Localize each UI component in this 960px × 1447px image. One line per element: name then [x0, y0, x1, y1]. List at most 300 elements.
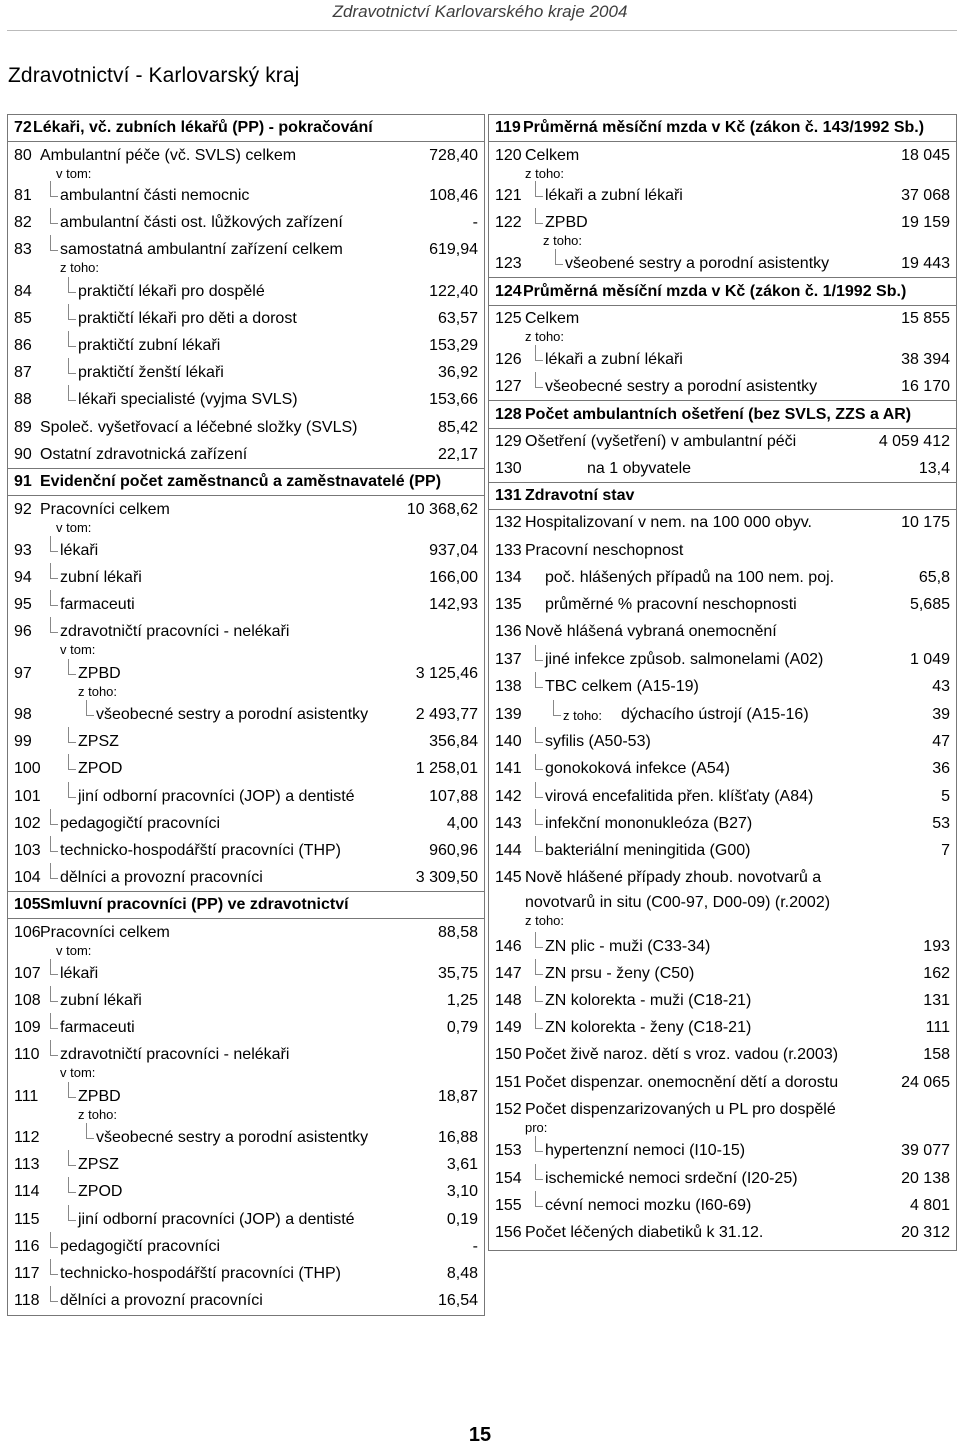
- section-divider: [489, 428, 956, 429]
- row-label: dýchacího ústrojí (A15-16): [621, 706, 809, 723]
- row-number: 128: [495, 406, 522, 423]
- tree-connector: [50, 536, 58, 552]
- tree-connector: [50, 563, 58, 579]
- row-label: praktičtí ženští lékaři: [78, 364, 224, 381]
- row-number: 137: [495, 651, 522, 668]
- row-label: hypertenzní nemoci (I10-15): [545, 1142, 746, 1159]
- sub-caption: z toho:: [543, 233, 583, 248]
- row-value: 20 312: [901, 1224, 950, 1241]
- row-number: 149: [495, 1019, 522, 1036]
- row-label: lékaři specialisté (vyjma SVLS): [78, 391, 298, 408]
- row-number: 154: [495, 1170, 522, 1187]
- row-number: 104: [14, 869, 41, 886]
- row-label: Průměrná měsíční mzda v Kč (zákon č. 1/1992 Sb.): [523, 283, 907, 300]
- row-label: dělníci a provozní pracovníci: [60, 869, 263, 886]
- tree-connector: [50, 959, 58, 975]
- tree-connector: [535, 986, 543, 1002]
- row-value: 1 258,01: [415, 760, 478, 777]
- tree-connector: [50, 863, 58, 879]
- row-label: ZPSZ: [78, 1156, 119, 1173]
- tree-connector: [68, 1177, 76, 1193]
- row-label: Průměrná měsíční mzda v Kč (zákon č. 143/1992 Sb.): [523, 119, 925, 136]
- row-value: 3 125,46: [415, 665, 478, 682]
- tree-connector: [535, 181, 543, 197]
- row-label: ZPBD: [545, 214, 588, 231]
- tree-connector: [535, 727, 543, 743]
- row-number: 146: [495, 938, 522, 955]
- tree-connector: [50, 1013, 58, 1029]
- row-value: 43: [932, 678, 950, 695]
- row-label: lékaři: [60, 542, 99, 559]
- row-value: 142,93: [429, 596, 478, 613]
- row-label: ZPBD: [78, 1088, 121, 1105]
- tree-connector: [86, 700, 94, 716]
- sub-caption: v tom:: [60, 1065, 96, 1080]
- row-number: 98: [14, 706, 32, 723]
- section-divider: [8, 891, 484, 892]
- row-label: technicko-hospodářští pracovníci (THP): [60, 842, 341, 859]
- row-number: 100: [14, 760, 41, 777]
- row-value: 16 170: [901, 378, 950, 395]
- row-label: pedagogičtí pracovníci: [60, 1238, 221, 1255]
- tree-connector: [555, 249, 563, 265]
- row-number: 118: [14, 1292, 40, 1309]
- row-number: 80: [14, 147, 32, 164]
- row-number: 147: [495, 965, 522, 982]
- row-number: 103: [14, 842, 41, 859]
- row-number: 121: [495, 187, 522, 204]
- row-value: 38 394: [901, 351, 950, 368]
- row-label: ZPSZ: [78, 733, 119, 750]
- row-label: Počet živě naroz. dětí s vroz. vadou (r.2003): [525, 1046, 839, 1063]
- row-value: 19 159: [901, 214, 950, 231]
- sub-caption: z toho:: [78, 684, 118, 699]
- row-label: ZN kolorekta - muži (C18-21): [545, 992, 752, 1009]
- row-value: 13,4: [918, 460, 950, 477]
- row-number: 111: [14, 1088, 39, 1105]
- row-label: Pracovníci celkem: [40, 501, 170, 518]
- page-title: Zdravotnictví - Karlovarský kraj: [8, 64, 300, 87]
- row-prefix: z toho:: [563, 708, 603, 723]
- tree-connector: [535, 836, 543, 852]
- row-label: jiné infekce způsob. salmonelami (A02): [545, 651, 824, 668]
- tree-connector: [68, 385, 76, 401]
- row-label: farmaceuti: [60, 1019, 135, 1036]
- row-value: 3,61: [446, 1156, 478, 1173]
- row-number: 106: [14, 924, 41, 941]
- row-label: ZPBD: [78, 665, 121, 682]
- row-label: praktičtí lékaři pro dospělé: [78, 283, 265, 300]
- tree-connector: [50, 986, 58, 1002]
- row-label: Počet ambulantních ošetření (bez SVLS, ZZS a AR): [525, 406, 912, 423]
- tree-connector: [68, 727, 76, 743]
- row-number: 83: [14, 241, 32, 258]
- row-value: 131: [923, 992, 950, 1009]
- row-label: průměrné % pracovní neschopnosti: [545, 596, 797, 613]
- row-number: 117: [14, 1265, 40, 1282]
- tree-connector: [50, 235, 58, 251]
- row-value: 4 801: [909, 1197, 950, 1214]
- row-number: 105: [14, 896, 41, 913]
- row-number: 152: [495, 1101, 522, 1118]
- row-number: 112: [14, 1129, 40, 1146]
- row-value: 65,8: [918, 569, 950, 586]
- row-value: 0,19: [446, 1211, 478, 1228]
- sub-caption: z toho:: [525, 166, 565, 181]
- row-number: 84: [14, 283, 32, 300]
- sub-caption: z toho:: [78, 1107, 118, 1122]
- row-value: 122,40: [429, 283, 478, 300]
- tree-connector: [68, 1150, 76, 1166]
- row-value: 153,29: [429, 337, 478, 354]
- row-value: 0,79: [446, 1019, 478, 1036]
- row-number: 126: [495, 351, 522, 368]
- row-number: 148: [495, 992, 522, 1009]
- row-value: 63,57: [437, 310, 478, 327]
- row-value: 18,87: [437, 1088, 478, 1105]
- row-label: Celkem: [525, 310, 580, 327]
- row-label: na 1 obyvatele: [587, 460, 692, 477]
- tree-connector: [50, 590, 58, 606]
- row-number: 96: [14, 623, 32, 640]
- row-label: Evidenční počet zaměstnanců a zaměstnavatelé (PP): [40, 473, 442, 490]
- row-value: 4,00: [446, 815, 478, 832]
- row-value: 53: [932, 815, 950, 832]
- row-label: samostatná ambulantní zařízení celkem: [60, 241, 343, 258]
- row-label: jiní odborní pracovníci (JOP) a dentisté: [78, 788, 355, 805]
- row-value: 3 309,50: [415, 869, 478, 886]
- row-value: 5,685: [909, 596, 950, 613]
- row-value: 36,92: [437, 364, 478, 381]
- tree-connector: [535, 754, 543, 770]
- row-value: 39 077: [901, 1142, 950, 1159]
- sub-caption: z toho:: [525, 329, 565, 344]
- row-value: 937,04: [429, 542, 478, 559]
- row-number: 132: [495, 514, 522, 531]
- tree-connector: [535, 1164, 543, 1180]
- row-value: 108,46: [429, 187, 478, 204]
- row-value: 162: [923, 965, 950, 982]
- tree-connector: [50, 1286, 58, 1302]
- row-value: 85,42: [437, 419, 478, 436]
- row-label: Smluvní pracovníci (PP) ve zdravotnictví: [40, 896, 349, 913]
- row-number: 113: [14, 1156, 40, 1173]
- sub-caption: v tom:: [56, 520, 92, 535]
- tree-connector: [50, 208, 58, 224]
- tree-connector: [535, 1013, 543, 1029]
- row-label: praktičtí zubní lékaři: [78, 337, 221, 354]
- row-value: 37 068: [901, 187, 950, 204]
- tree-connector: [553, 700, 561, 716]
- tree-connector: [50, 1232, 58, 1248]
- row-number: 115: [14, 1211, 40, 1228]
- section-divider: [489, 277, 956, 278]
- row-label: Počet dispenzar. onemocnění dětí a dorostu: [525, 1074, 839, 1091]
- row-number: 140: [495, 733, 522, 750]
- row-number: 101: [14, 788, 41, 805]
- section-divider: [489, 482, 956, 483]
- row-value: 4 059 412: [878, 433, 950, 450]
- row-value: 2 493,77: [415, 706, 478, 723]
- row-number: 95: [14, 596, 32, 613]
- row-value: 47: [932, 733, 950, 750]
- tree-connector: [535, 1191, 543, 1207]
- row-label: zubní lékaři: [60, 569, 142, 586]
- row-label: zdravotničtí pracovníci - nelékaři: [60, 623, 290, 640]
- row-number: 130: [495, 460, 522, 477]
- row-number: 136: [495, 623, 522, 640]
- row-label: novotvarů in situ (C00-97, D00-09) (r.2002): [525, 894, 831, 911]
- row-label: virová encefalitida přen. klíšťaty (A84): [545, 788, 814, 805]
- row-label: technicko-hospodářští pracovníci (THP): [60, 1265, 341, 1282]
- running-header: Zdravotnictví Karlovarského kraje 2004: [332, 2, 628, 21]
- row-number: 145: [495, 869, 522, 886]
- row-label: Počet léčených diabetiků k 31.12.: [525, 1224, 764, 1241]
- row-number: 72: [14, 119, 32, 136]
- section-divider: [489, 141, 956, 142]
- row-number: 123: [495, 255, 522, 272]
- row-value: 5: [941, 788, 950, 805]
- row-number: 92: [14, 501, 32, 518]
- tree-connector: [68, 358, 76, 374]
- row-value: 1,25: [446, 992, 478, 1009]
- row-value: 10 175: [901, 514, 950, 531]
- row-number: 155: [495, 1197, 522, 1214]
- row-label: zubní lékaři: [60, 992, 142, 1009]
- row-number: 107: [14, 965, 41, 982]
- row-number: 151: [495, 1074, 522, 1091]
- row-number: 116: [14, 1238, 40, 1255]
- row-label: gonokoková infekce (A54): [545, 760, 730, 777]
- row-value: 107,88: [429, 788, 478, 805]
- row-number: 97: [14, 665, 32, 682]
- sub-caption: z toho:: [60, 260, 100, 275]
- tree-connector: [535, 1136, 543, 1152]
- row-label: ambulantní části nemocnic: [60, 187, 250, 204]
- tree-connector: [50, 617, 58, 633]
- row-value: 15 855: [901, 310, 950, 327]
- row-number: 90: [14, 446, 32, 463]
- row-label: ambulantní části ost. lůžkových zařízení: [60, 214, 343, 231]
- row-label: ZN kolorekta - ženy (C18-21): [545, 1019, 752, 1036]
- row-label: Hospitalizovaní v nem. na 100 000 obyv.: [525, 514, 812, 531]
- section-divider: [8, 468, 484, 469]
- row-number: 91: [14, 473, 32, 490]
- row-number: 142: [495, 788, 522, 805]
- row-label: Ambulantní péče (vč. SVLS) celkem: [40, 147, 297, 164]
- row-number: 110: [14, 1046, 40, 1063]
- row-number: 81: [14, 187, 32, 204]
- section-divider: [8, 495, 484, 496]
- row-label: cévní nemoci mozku (I60-69): [545, 1197, 752, 1214]
- row-value: 16,88: [437, 1129, 478, 1146]
- row-value: 20 138: [901, 1170, 950, 1187]
- row-label: všeobecné sestry a porodní asistentky: [96, 706, 369, 723]
- row-label: Celkem: [525, 147, 580, 164]
- row-number: 133: [495, 542, 522, 559]
- row-number: 131: [495, 487, 522, 504]
- row-number: 102: [14, 815, 41, 832]
- row-label: Ošetření (vyšetření) v ambulantní péči: [525, 433, 797, 450]
- row-label: Nově hlášená vybraná onemocnění: [525, 623, 777, 640]
- row-number: 125: [495, 310, 522, 327]
- row-number: 144: [495, 842, 522, 859]
- row-label: zdravotničtí pracovníci - nelékaři: [60, 1046, 290, 1063]
- row-number: 139: [495, 706, 522, 723]
- tree-connector: [68, 1205, 76, 1221]
- section-divider: [489, 400, 956, 401]
- tree-connector: [50, 836, 58, 852]
- row-label: ZN prsu - ženy (C50): [545, 965, 695, 982]
- row-number: 89: [14, 419, 32, 436]
- row-number: 109: [14, 1019, 41, 1036]
- tree-connector: [535, 809, 543, 825]
- row-label: praktičtí lékaři pro děti a dorost: [78, 310, 297, 327]
- section-divider: [8, 141, 484, 142]
- tree-connector: [68, 304, 76, 320]
- row-label: dělníci a provozní pracovníci: [60, 1292, 263, 1309]
- row-label: Nově hlášené případy zhoub. novotvarů a: [525, 869, 822, 886]
- row-value: 158: [923, 1046, 950, 1063]
- tree-connector: [68, 754, 76, 770]
- tree-connector: [68, 331, 76, 347]
- row-value: 7: [941, 842, 950, 859]
- row-label: Lékaři, vč. zubních lékařů (PP) - pokračování: [33, 119, 373, 136]
- row-value: -: [472, 1238, 478, 1255]
- right-table: [488, 114, 957, 1251]
- tree-connector: [535, 782, 543, 798]
- row-number: 127: [495, 378, 522, 395]
- tree-connector: [68, 782, 76, 798]
- row-value: 10 368,62: [406, 501, 478, 518]
- row-number: 135: [495, 596, 522, 613]
- row-label: ZPOD: [78, 760, 123, 777]
- section-divider: [8, 918, 484, 919]
- row-value: 356,84: [429, 733, 478, 750]
- row-value: 35,75: [437, 965, 478, 982]
- row-value: 728,40: [429, 147, 478, 164]
- row-value: 111: [925, 1019, 950, 1036]
- row-number: 138: [495, 678, 522, 695]
- row-number: 153: [495, 1142, 522, 1159]
- tree-connector: [68, 277, 76, 293]
- row-label: Zdravotní stav: [525, 487, 635, 504]
- row-number: 82: [14, 214, 32, 231]
- row-number: 108: [14, 992, 41, 1009]
- row-number: 129: [495, 433, 522, 450]
- row-value: 1 049: [909, 651, 950, 668]
- row-label: Ostatní zdravotnická zařízení: [40, 446, 248, 463]
- row-value: 166,00: [429, 569, 478, 586]
- row-label: všeobecné sestry a porodní asistentky: [545, 378, 818, 395]
- row-number: 120: [495, 147, 522, 164]
- tree-connector: [50, 1259, 58, 1275]
- row-label: Počet dispenzarizovaných u PL pro dospělé: [525, 1101, 836, 1118]
- tree-connector: [535, 345, 543, 361]
- row-number: 87: [14, 364, 32, 381]
- row-label: ZN plic - muži (C33-34): [545, 938, 711, 955]
- row-number: 156: [495, 1224, 522, 1241]
- row-label: všeobené sestry a porodní asistentky: [565, 255, 830, 272]
- row-value: 153,66: [429, 391, 478, 408]
- row-value: 3,10: [446, 1183, 478, 1200]
- tree-connector: [68, 659, 76, 675]
- tree-connector: [68, 1082, 76, 1098]
- header-divider: [7, 30, 957, 31]
- row-label: pedagogičtí pracovníci: [60, 815, 221, 832]
- row-number: 122: [495, 214, 522, 231]
- page-number: 15: [468, 1424, 492, 1446]
- row-label: lékaři: [60, 965, 99, 982]
- row-number: 85: [14, 310, 32, 327]
- sub-caption: v tom:: [56, 943, 92, 958]
- sub-caption: pro:: [525, 1120, 548, 1135]
- tree-connector: [535, 372, 543, 388]
- row-number: 114: [14, 1183, 40, 1200]
- tree-connector: [50, 181, 58, 197]
- row-value: 960,96: [429, 842, 478, 859]
- row-number: 124: [495, 283, 522, 300]
- tree-connector: [86, 1123, 94, 1139]
- row-value: 19 443: [901, 255, 950, 272]
- row-label: poč. hlášených případů na 100 nem. poj.: [545, 569, 835, 586]
- row-value: 18 045: [901, 147, 950, 164]
- row-number: 93: [14, 542, 32, 559]
- row-value: 16,54: [437, 1292, 478, 1309]
- row-label: syfilis (A50-53): [545, 733, 651, 750]
- tree-connector: [50, 809, 58, 825]
- row-label: bakteriální meningitida (G00): [545, 842, 751, 859]
- row-number: 86: [14, 337, 32, 354]
- left-table: [7, 114, 485, 1316]
- row-value: -: [472, 214, 478, 231]
- section-divider: [489, 305, 956, 306]
- row-value: 8,48: [446, 1265, 478, 1282]
- row-number: 141: [495, 760, 522, 777]
- sub-caption: z toho:: [525, 913, 565, 928]
- row-number: 143: [495, 815, 522, 832]
- row-label: farmaceuti: [60, 596, 135, 613]
- row-label: všeobecné sestry a porodní asistentky: [96, 1129, 369, 1146]
- row-value: 193: [923, 938, 950, 955]
- row-value: 36: [932, 760, 950, 777]
- row-number: 150: [495, 1046, 522, 1063]
- row-number: 99: [14, 733, 32, 750]
- row-label: infekční mononukleóza (B27): [545, 815, 753, 832]
- row-number: 119: [495, 119, 521, 136]
- row-label: ischemické nemoci srdeční (I20-25): [545, 1170, 798, 1187]
- tree-connector: [535, 932, 543, 948]
- row-value: 619,94: [429, 241, 478, 258]
- row-label: Pracovníci celkem: [40, 924, 170, 941]
- tree-connector: [535, 645, 543, 661]
- row-label: jiní odborní pracovníci (JOP) a dentisté: [78, 1211, 355, 1228]
- tree-connector: [535, 208, 543, 224]
- row-label: Pracovní neschopnost: [525, 542, 684, 559]
- tree-connector: [535, 672, 543, 688]
- row-label: lékaři a zubní lékaři: [545, 351, 683, 368]
- row-label: Společ. vyšetřovací a léčebné složky (SVLS): [40, 419, 358, 436]
- row-label: lékaři a zubní lékaři: [545, 187, 683, 204]
- row-value: 22,17: [437, 446, 478, 463]
- row-label: ZPOD: [78, 1183, 123, 1200]
- sub-caption: v tom:: [56, 166, 92, 181]
- section-divider: [489, 509, 956, 510]
- row-number: 88: [14, 391, 32, 408]
- row-value: 39: [932, 706, 950, 723]
- row-value: 24 065: [901, 1074, 950, 1091]
- row-number: 94: [14, 569, 32, 586]
